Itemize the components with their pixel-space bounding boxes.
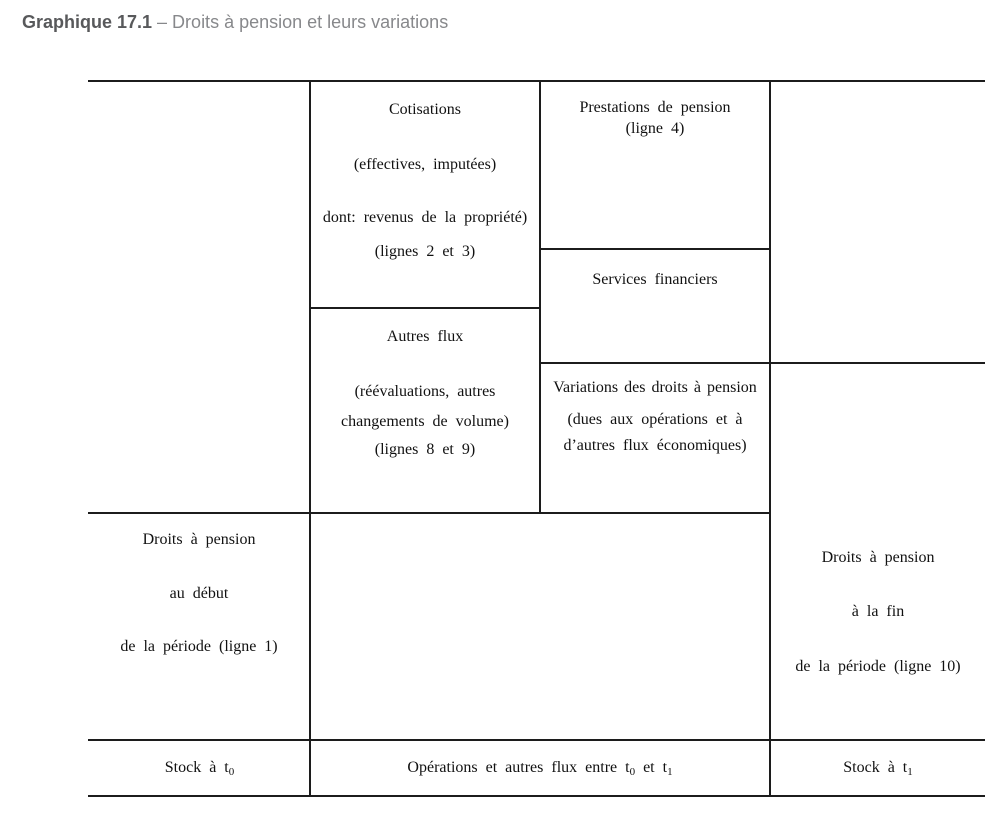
border-top [88, 80, 985, 82]
cell-cotisations-line1: Cotisations [388, 101, 461, 118]
operations-subscript-0: 0 [629, 765, 636, 778]
border-col1-col2 [309, 80, 311, 797]
border-autres-flux-top [310, 307, 541, 309]
cell-cotisations-line2: (effectives, imputées) [353, 156, 497, 173]
cell-droits-fin-line1: Droits à pension [821, 549, 935, 566]
stock-t0-text: Stock à t [164, 759, 229, 776]
cell-droits-debut-line1: Droits à pension [142, 531, 256, 548]
border-prestations-bottom [540, 248, 771, 250]
border-middle [88, 512, 771, 514]
border-services-bottom [540, 362, 985, 364]
cell-droits-fin-line2: à la fin [851, 603, 905, 620]
cell-droits-debut-line3: de la période (ligne 1) [120, 638, 278, 655]
border-bottom [88, 795, 985, 797]
cell-stock-t1 [771, 757, 985, 779]
cell-autres-flux-line1: Autres flux [386, 328, 464, 345]
border-col3-col4 [769, 80, 771, 797]
cell-droits-fin-line3: de la période (ligne 10) [795, 658, 961, 675]
cell-variations-line3: d’autres flux économiques) [563, 437, 747, 454]
border-bottom-row-top [88, 739, 985, 741]
cell-autres-flux-line2: (réévaluations, autres [354, 383, 496, 400]
operations-subscript-1: 1 [667, 765, 673, 778]
cell-stock-t0 [90, 757, 309, 779]
cell-droits-debut-line2: au début [169, 585, 229, 602]
figure-caption: – Droits à pension et leurs variations [157, 12, 449, 32]
cell-prestations-line1: Prestations de pension [579, 99, 731, 116]
operations-text1: Opérations et autres flux entre t [407, 759, 630, 776]
stock-t1-subscript: 1 [907, 765, 913, 778]
cell-operations [311, 757, 769, 779]
cell-prestations-line2: (ligne 4) [625, 120, 685, 137]
cell-autres-flux-line4: (lignes 8 et 9) [374, 441, 476, 458]
operations-text2: et t [635, 759, 668, 776]
stock-t0-subscript: 0 [228, 765, 235, 778]
cell-variations-line1: Variations des droits à pension [553, 379, 757, 396]
figure-number: Graphique 17.1 [22, 12, 153, 32]
figure-title [22, 10, 448, 34]
cell-services-line1: Services financiers [592, 271, 718, 288]
stock-t1-text: Stock à t [843, 759, 908, 776]
cell-cotisations-line4: (lignes 2 et 3) [374, 243, 476, 260]
cell-autres-flux-line3: changements de volume) [341, 413, 509, 430]
cell-variations-line2: (dues aux opérations et à [567, 411, 743, 428]
cell-cotisations-line3: dont: revenus de la propriété) [322, 209, 528, 226]
